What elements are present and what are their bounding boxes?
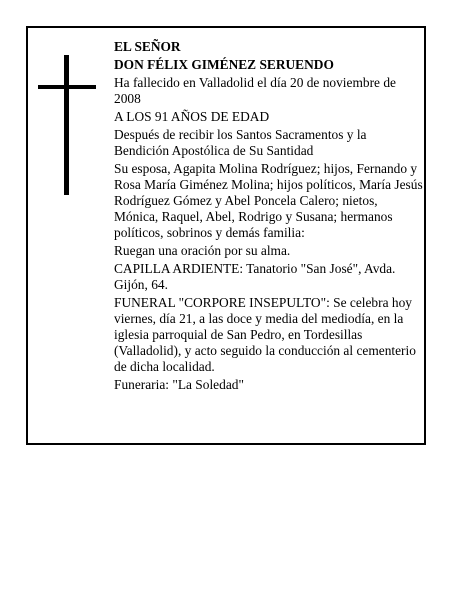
family-line: Su esposa, Agapita Molina Rodríguez; hijos, Fernando y Rosa María Giménez Molina; hijos políticos, María Jesús Rodríguez Gómez y Abel Poncela Calero; nietos, Mónica, Raquel, Abel, Rodrigo y Susana; hermanos políticos, sobrinos y demás familia: [114, 161, 423, 240]
deceased-name: DON FÉLIX GIMÉNEZ SERUENDO [114, 57, 334, 72]
notice-text-block [114, 39, 424, 395]
cross-icon [64, 55, 69, 195]
funeral-info: FUNERAL "CORPORE INSEPULTO": Se celebra hoy viernes, día 21, a las doce y media del mediodía, en la iglesia parroquial de San Pedro, en Tordesillas (Valladolid), y acto seguido la conducción al cementerio de dicha localidad. [114, 295, 416, 374]
prayer-request: Ruegan una oración por su alma. [114, 243, 291, 258]
death-info: Ha fallecido en Valladolid el día 20 de noviembre de 2008 [114, 75, 396, 106]
sacraments-line: Después de recibir los Santos Sacramentos y la Bendición Apostólica de Su Santidad [114, 127, 367, 158]
age-line: A LOS 91 AÑOS DE EDAD [114, 109, 270, 124]
cross-icon-crossbar [38, 85, 96, 89]
notice-title: EL SEÑOR [114, 39, 181, 54]
chapel-info: CAPILLA ARDIENTE: Tanatorio "San José", Avda. Gijón, 64. [114, 261, 396, 292]
funeral-home: Funeraria: "La Soledad" [114, 377, 244, 392]
